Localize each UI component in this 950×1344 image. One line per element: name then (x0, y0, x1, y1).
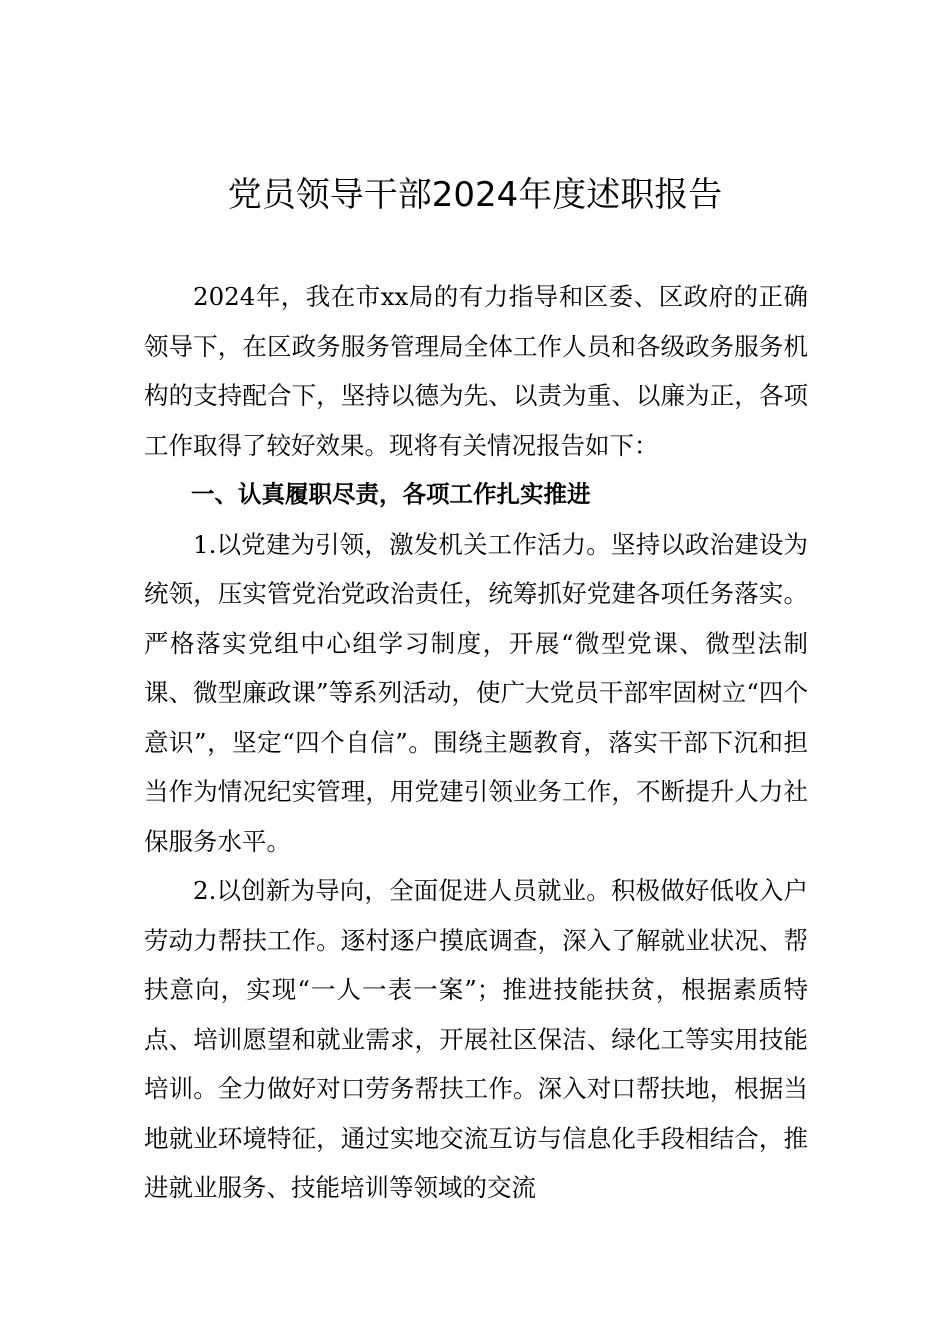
section-heading: 一、认真履职尽责，各项工作扎实推进 (191, 480, 591, 508)
document-body (144, 272, 808, 1213)
intro-paragraph: 2024年，我在市xx局的有力指导和区委、区政府的正确领导下，在区政务服务管理局全体工作人员和各级政务服务机构的支持配合下，坚持以德为先、以责为重、以廉为正，各项工作取得了较好效果。现将有关情况报告如下： (144, 282, 808, 460)
document-title: 党员领导干部2024年度述职报告 (227, 175, 723, 215)
paragraph-employment: 2.以创新为导向，全面促进人员就业。积极做好低收入户劳动力帮扶工作。逐村逐户摸底调查，深入了解就业状况、帮扶意向，实现“一人一表一案”；推进技能扶贫，根据素质特点、培训愿望和就业需求，开展社区保洁、绿化工等实用技能培训。全力做好对口劳务帮扶工作。深入对口帮扶地，根据当地就业环境特征，通过实地交流互访与信息化手段相结合，推进就业服务、技能培训等领域的交流 (144, 876, 808, 1202)
paragraph-party-building: 1.以党建为引领，激发机关工作活力。坚持以政治建设为统领，压实管党治党政治责任，统筹抓好党建各项任务落实。严格落实党组中心组学习制度，开展“微型党课、微型法制课、微型廉政课”等系列活动，使广大党员干部牢固树立“四个意识”，坚定“四个自信”。围绕主题教育，落实干部下沉和担当作为情况纪实管理，用党建引领业务工作，不断提升人力社保服务水平。 (144, 529, 808, 856)
